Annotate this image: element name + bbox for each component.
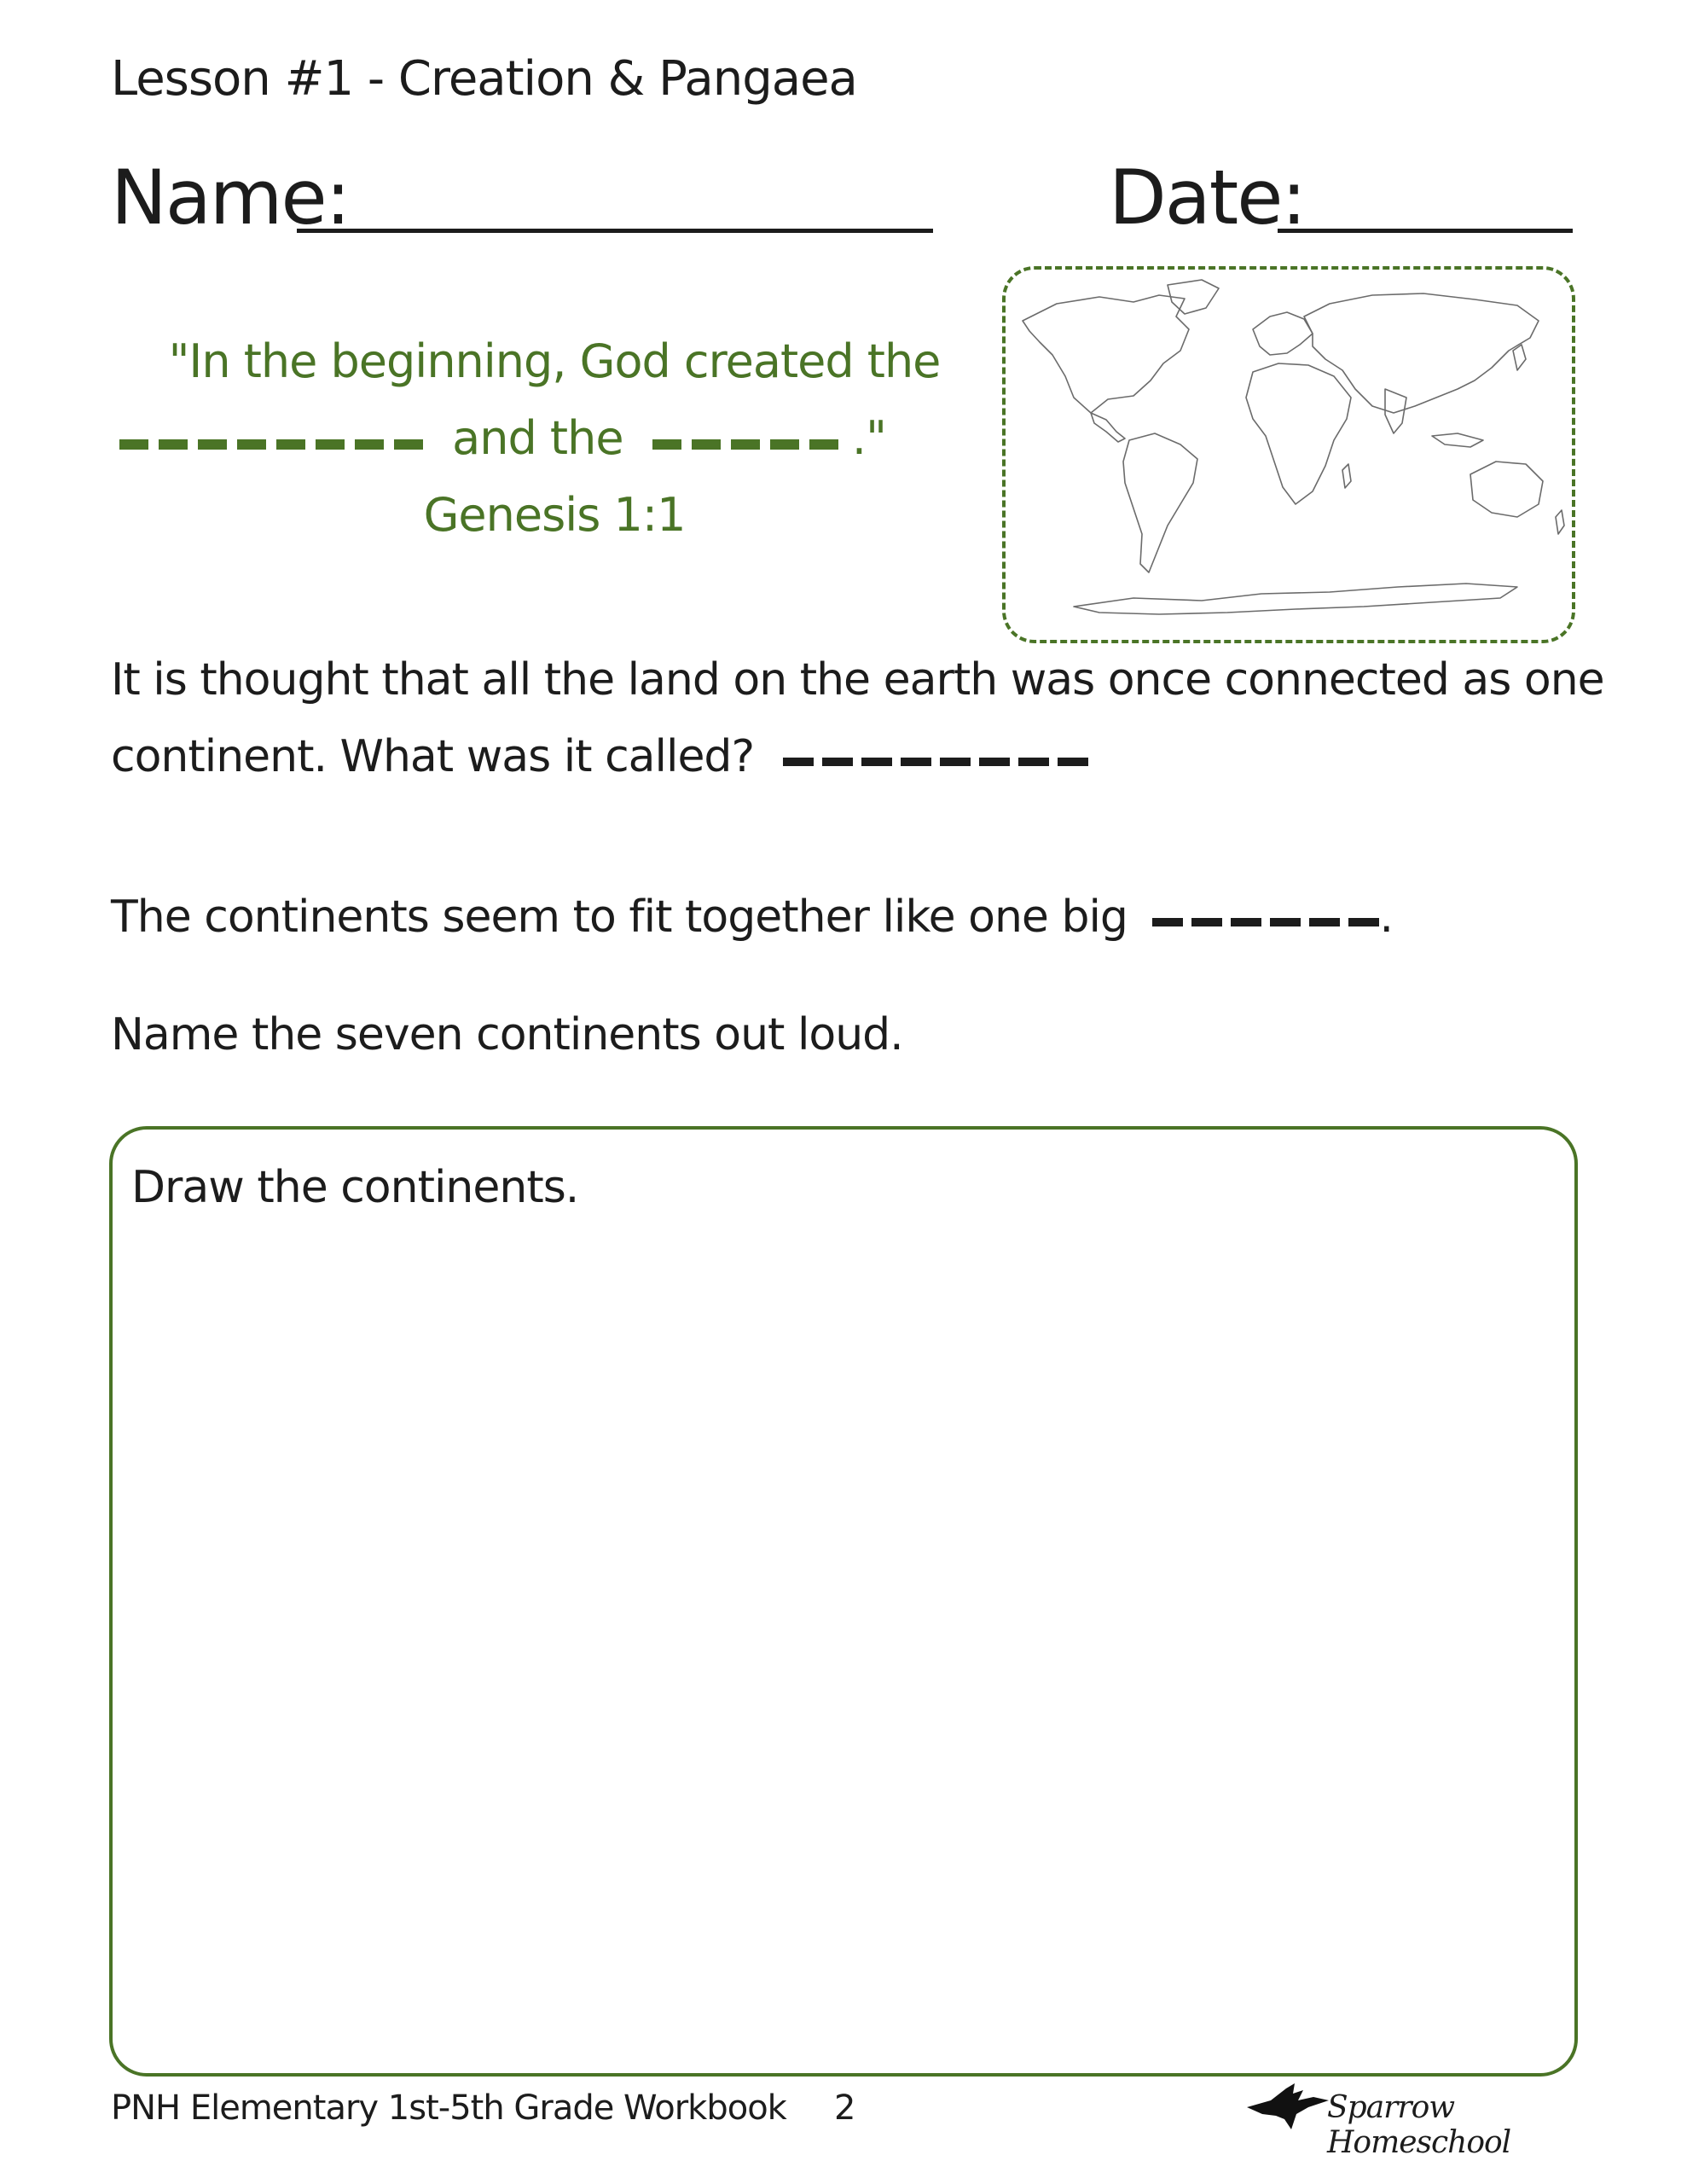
verse-line-2 xyxy=(119,411,1006,468)
question-2 xyxy=(111,879,1612,958)
world-map-icon xyxy=(1006,270,1572,640)
africa-shape xyxy=(1246,363,1351,504)
question-2-end: . xyxy=(1379,892,1393,943)
question-2-blank[interactable] xyxy=(1152,881,1379,958)
antarctica-shape xyxy=(1074,584,1517,614)
sparrow-bird-icon xyxy=(1245,2082,1330,2136)
north-america-shape xyxy=(1023,295,1189,413)
question-1-text-2: continent. What was it called? xyxy=(111,731,755,782)
japan-shape xyxy=(1513,345,1526,370)
central-america-shape xyxy=(1091,413,1125,442)
verse-reference: Genesis 1:1 xyxy=(423,488,686,542)
footer-page-number: 2 xyxy=(834,2088,855,2128)
date-label: Date: xyxy=(1109,154,1305,241)
footer-brand-name: Sparrow Homeschool xyxy=(1327,2090,1511,2160)
name-line[interactable] xyxy=(297,229,933,233)
new-zealand-shape xyxy=(1556,510,1564,534)
lesson-title: Lesson #1 - Creation & Pangaea xyxy=(111,51,857,107)
world-map-frame xyxy=(1002,266,1575,643)
verse-blank-2[interactable] xyxy=(652,415,838,468)
australia-shape xyxy=(1470,462,1543,517)
verse-blank-1[interactable] xyxy=(119,415,423,468)
south-america-shape xyxy=(1123,433,1197,572)
verse-middle: and the xyxy=(452,411,623,465)
question-3: Name the seven continents out loud. xyxy=(111,1009,903,1060)
indonesia-shape xyxy=(1432,433,1483,447)
madagascar-shape xyxy=(1342,464,1351,488)
question-1-line-1: It is thought that all the land on the earth was once connected as one xyxy=(111,654,1604,706)
question-1 xyxy=(111,642,1612,798)
verse-end-mark: ." xyxy=(851,411,886,465)
drawing-area-label: Draw the continents. xyxy=(131,1162,579,1213)
question-1-blank[interactable] xyxy=(783,721,1088,798)
date-line[interactable] xyxy=(1278,229,1573,233)
name-label: Name: xyxy=(111,154,350,241)
verse-line-1: "In the beginning, God created the xyxy=(168,334,941,388)
footer-brand xyxy=(1245,2082,1586,2160)
drawing-area[interactable] xyxy=(109,1126,1578,2077)
asia-shape xyxy=(1304,293,1539,413)
footer-workbook-title: PNH Elementary 1st-5th Grade Workbook xyxy=(111,2088,786,2128)
question-2-text: The continents seem to fit together like one big xyxy=(111,892,1128,943)
europe-shape xyxy=(1253,312,1313,355)
question-1-line-2 xyxy=(111,718,1612,798)
